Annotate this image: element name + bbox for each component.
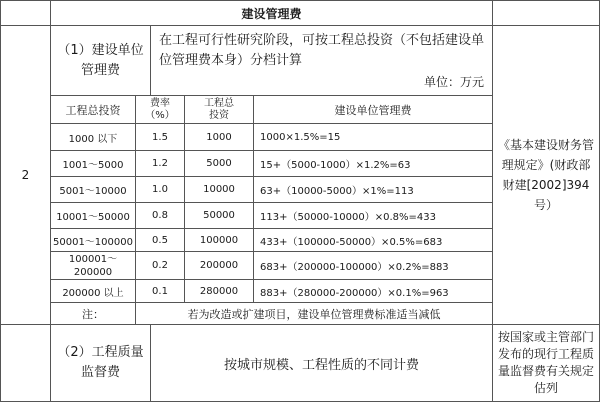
table-cell-amount: 5000 xyxy=(184,150,254,177)
table-cell-amount: 100000 xyxy=(184,228,254,252)
note-label: 注： xyxy=(50,302,136,325)
table-cell-formula: 113+（50000-10000）×0.8%=433 xyxy=(253,202,493,229)
table-cell-range: 1001～5000 xyxy=(50,150,136,177)
col-header-rate: 费率（%） xyxy=(135,95,185,124)
table-cell-formula: 15+（5000-1000）×1.2%=63 xyxy=(253,150,493,177)
table-cell-range: 100001～200000 xyxy=(50,251,136,280)
construction-fee-description: 在工程可行性研究阶段，可按工程总投资（不包括建设单位管理费本身）分档计算 xyxy=(159,33,485,68)
table-cell-formula: 433+（100000-50000）×0.5%=683 xyxy=(253,228,493,252)
table-cell-rate: 0.1 xyxy=(135,279,185,303)
row-number: 2 xyxy=(0,25,51,325)
table-cell-formula: 683+（200000-100000）×0.2%=883 xyxy=(253,251,493,280)
table-cell-formula: 1000×1.5%=15 xyxy=(253,123,493,151)
table-cell-range: 5001～10000 xyxy=(50,176,136,203)
col-header-investment-amount: 工程总投资 xyxy=(184,95,254,124)
table-cell-amount: 50000 xyxy=(184,202,254,229)
table-cell-amount: 10000 xyxy=(184,176,254,203)
construction-fee-reference: 《基本建设财务管理规定》(财政部财建[2002]394号） xyxy=(492,25,600,325)
left-margin-bottom xyxy=(0,324,51,402)
table-cell-rate: 1.5 xyxy=(135,123,185,151)
table-cell-rate: 0.2 xyxy=(135,251,185,280)
unit-label: 单位：万元 xyxy=(423,75,484,89)
table-cell-rate: 1.2 xyxy=(135,150,185,177)
table-cell-rate: 1.0 xyxy=(135,176,185,203)
table-cell-formula: 883+（280000-200000）×0.1%=963 xyxy=(253,279,493,303)
quality-fee-reference: 按国家或主管部门发布的现行工程质量监督费有关规定估列 xyxy=(492,324,600,402)
table-cell-formula: 63+（10000-5000）×1%=113 xyxy=(253,176,493,203)
table-cell-rate: 0.8 xyxy=(135,202,185,229)
table-cell-range: 10001～50000 xyxy=(50,202,136,229)
construction-fee-description-cell xyxy=(150,25,493,96)
table-cell-range: 200000 以上 xyxy=(50,279,136,303)
quality-fee-description: 按城市规模、工程性质的不同计费 xyxy=(150,324,493,402)
table-cell-amount: 200000 xyxy=(184,251,254,280)
section-title: 建设管理费 xyxy=(50,0,493,26)
quality-fee-label: （2）工程质量监督费 xyxy=(50,324,151,402)
note-text: 若为改造或扩建项目，建设单位管理费标准适当减低 xyxy=(135,302,493,325)
table-cell-range: 50001～100000 xyxy=(50,228,136,252)
left-margin-top xyxy=(0,0,51,26)
table-cell-amount: 1000 xyxy=(184,123,254,151)
reference-header-cell xyxy=(492,0,600,26)
col-header-total-investment: 工程总投资 xyxy=(50,95,136,124)
construction-fee-label: （1）建设单位管理费 xyxy=(50,25,151,96)
col-header-management-fee: 建设单位管理费 xyxy=(253,95,493,124)
table-cell-amount: 280000 xyxy=(184,279,254,303)
table-cell-rate: 0.5 xyxy=(135,228,185,252)
table-cell-range: 1000 以下 xyxy=(50,123,136,151)
